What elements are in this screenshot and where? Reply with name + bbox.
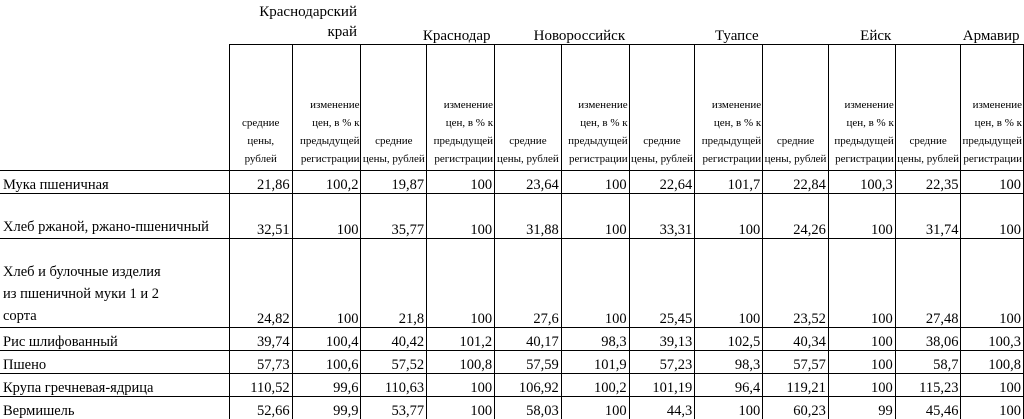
- city-header: Туапсе: [629, 0, 763, 45]
- price-change-header: изменение цен, в % к предыдущей регистрации: [695, 45, 763, 171]
- avg-price-header: средние цены, рублей: [629, 45, 695, 171]
- price-change-header: изменение цен, в % к предыдущей регистрации: [561, 45, 629, 171]
- price-change-header: изменение цен, в % к предыдущей регистрации: [828, 45, 895, 171]
- cell: 100: [561, 194, 629, 239]
- cell: 27,48: [895, 239, 961, 328]
- cell: 100,2: [292, 171, 361, 194]
- cell: 57,59: [495, 351, 562, 374]
- cell: 100: [292, 239, 361, 328]
- cell: 102,5: [695, 328, 763, 351]
- cell: 100,3: [961, 328, 1024, 351]
- cell: 100: [695, 239, 763, 328]
- price-change-header: изменение цен, в % к предыдущей регистрации: [961, 45, 1024, 171]
- cell: 100: [961, 171, 1024, 194]
- cell: 100: [427, 171, 495, 194]
- cell: 40,34: [763, 328, 829, 351]
- cell: 31,88: [495, 194, 562, 239]
- city-header-row: [0, 0, 1024, 45]
- avg-price-header: средние цены, рублей: [763, 45, 829, 171]
- cell: 45,46: [895, 397, 961, 419]
- cell: 57,52: [361, 351, 427, 374]
- cell: 115,23: [895, 374, 961, 397]
- cell: 57,57: [763, 351, 829, 374]
- cell: 101,7: [695, 171, 763, 194]
- cell: 100,3: [828, 171, 895, 194]
- cell: 98,3: [695, 351, 763, 374]
- cell: 57,73: [229, 351, 292, 374]
- cell: 100: [961, 239, 1024, 328]
- row-label: Вермишель: [0, 397, 229, 419]
- cell: 100: [561, 397, 629, 419]
- cell: 101,9: [561, 351, 629, 374]
- cell: 40,17: [495, 328, 562, 351]
- cell: 100: [961, 374, 1024, 397]
- cell: 100: [961, 194, 1024, 239]
- cell: 21,8: [361, 239, 427, 328]
- cell: 23,52: [763, 239, 829, 328]
- cell: 110,63: [361, 374, 427, 397]
- row-label: Пшено: [0, 351, 229, 374]
- cell: 19,87: [361, 171, 427, 194]
- cell: 53,77: [361, 397, 427, 419]
- cell: 100,2: [561, 374, 629, 397]
- cell: 100,8: [961, 351, 1024, 374]
- cell: 100: [828, 374, 895, 397]
- price-change-header: изменение цен, в % к предыдущей регистрации: [427, 45, 495, 171]
- cell: 100: [828, 194, 895, 239]
- cell: 58,7: [895, 351, 961, 374]
- cell: 39,74: [229, 328, 292, 351]
- cell: 119,21: [763, 374, 829, 397]
- row-label: Крупа гречневая-ядрица: [0, 374, 229, 397]
- cell: 21,86: [229, 171, 292, 194]
- cell: 100,8: [427, 351, 495, 374]
- cell: 100: [561, 239, 629, 328]
- cell: 38,06: [895, 328, 961, 351]
- avg-price-header: средние цены, рублей: [361, 45, 427, 171]
- table-row: [0, 351, 1024, 374]
- cell: 32,51: [229, 194, 292, 239]
- cell: 100: [561, 171, 629, 194]
- cell: 22,35: [895, 171, 961, 194]
- cell: 99,9: [292, 397, 361, 419]
- table-row: [0, 194, 1024, 239]
- cell: 52,66: [229, 397, 292, 419]
- cell: 99: [828, 397, 895, 419]
- cell: 100: [828, 239, 895, 328]
- cell: 60,23: [763, 397, 829, 419]
- cell: 31,74: [895, 194, 961, 239]
- cell: 100: [961, 397, 1024, 419]
- row-label: Рис шлифованный: [0, 328, 229, 351]
- cell: 25,45: [629, 239, 695, 328]
- cell: 35,77: [361, 194, 427, 239]
- cell: 27,6: [495, 239, 562, 328]
- table-row: [0, 171, 1024, 194]
- cell: 100: [695, 194, 763, 239]
- cell: 100: [427, 397, 495, 419]
- cell: 110,52: [229, 374, 292, 397]
- cell: 100,6: [292, 351, 361, 374]
- row-label: Хлеб ржаной, ржано-пшеничный: [0, 194, 229, 239]
- city-header: Новороссийск: [495, 0, 630, 45]
- cell: 24,82: [229, 239, 292, 328]
- cell: 58,03: [495, 397, 562, 419]
- cell: 100: [427, 374, 495, 397]
- avg-price-header: средние цены, рублей: [229, 45, 292, 171]
- cell: 100: [828, 351, 895, 374]
- cell: 22,84: [763, 171, 829, 194]
- cell: 100: [695, 397, 763, 419]
- cell: 57,23: [629, 351, 695, 374]
- table-row: [0, 239, 1024, 328]
- city-header: Краснодарский край: [229, 0, 361, 45]
- cell: 100: [427, 194, 495, 239]
- cell: 101,19: [629, 374, 695, 397]
- row-label: Хлеб и булочные изделия из пшеничной муки 1 и 2 сорта: [0, 239, 229, 328]
- column-header-row: [0, 45, 1024, 171]
- table-row: [0, 397, 1024, 419]
- cell: 96,4: [695, 374, 763, 397]
- avg-price-header: средние цены, рублей: [495, 45, 562, 171]
- cell: 24,26: [763, 194, 829, 239]
- table-row: [0, 328, 1024, 351]
- cell: 23,64: [495, 171, 562, 194]
- cell: 100: [828, 328, 895, 351]
- cell: 44,3: [629, 397, 695, 419]
- table-row: [0, 374, 1024, 397]
- cell: 40,42: [361, 328, 427, 351]
- cell: 101,2: [427, 328, 495, 351]
- price-change-header: изменение цен, в % к предыдущей регистрации: [292, 45, 361, 171]
- city-header: Армавир: [895, 0, 1023, 45]
- cell: 33,31: [629, 194, 695, 239]
- city-header: Ейск: [763, 0, 896, 45]
- cell: 106,92: [495, 374, 562, 397]
- avg-price-header: средние цены, рублей: [895, 45, 961, 171]
- cell: 22,64: [629, 171, 695, 194]
- cell: 100: [427, 239, 495, 328]
- cell: 99,6: [292, 374, 361, 397]
- row-label: Мука пшеничная: [0, 171, 229, 194]
- cell: 98,3: [561, 328, 629, 351]
- city-header: Краснодар: [361, 0, 495, 45]
- cell: 100,4: [292, 328, 361, 351]
- cell: 39,13: [629, 328, 695, 351]
- cell: 100: [292, 194, 361, 239]
